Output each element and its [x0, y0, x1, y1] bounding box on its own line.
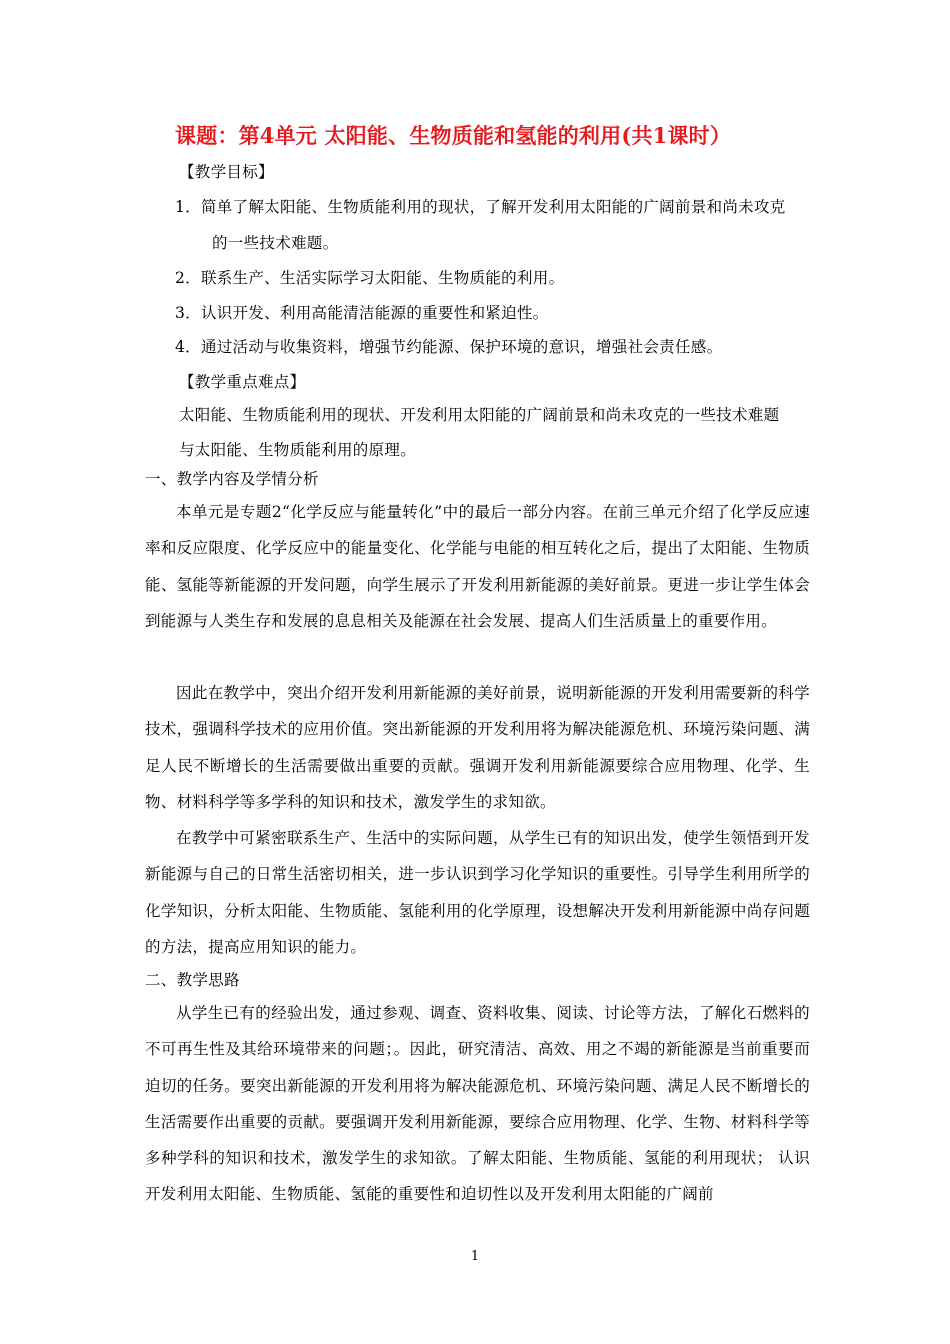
document-title: 课题：第4单元 太阳能、生物质能和氢能的利用(共1课时）: [175, 123, 732, 148]
objective-item-4: 4．通过活动与收集资料，增强节约能源、保护环境的意识，增强社会责任感。: [175, 338, 723, 356]
objective-item-1: 1．简单了解太阳能、生物质能利用的现状，了解开发利用太阳能的广阔前景和尚未攻克: [175, 198, 786, 216]
key-points-line-2: 与太阳能、生物质能利用的原理。: [179, 441, 417, 459]
key-points-line-1: 太阳能、生物质能利用的现状、开发利用太阳能的广阔前景和尚未攻克的一些技术难题: [179, 406, 780, 424]
section2-paragraph-1: 从学生已有的经验出发，通过参观、调查、资料收集、阅读、讨论等方法，了解化石燃料的不可再生性及其给环境带来的问题；。因此，研究清洁、高效、用之不竭的新能源是当前重要而迫切的任务。要突出新能源的开发利用将为解决能源危机、环境污染问题、满足人民不断增长的生活需要作出重要的贡献。要强调开发利用新能源，要综合应用物理、化学、生物、材料科学等多种学科的知识和技术，激发学生的求知欲。了解太阳能、生物质能、氢能的利用现状； 认识开发利用太阳能、生物质能、氢能的重要性和迫切性以及开发利用太阳能的广阔前: [145, 1004, 810, 1204]
objective-item-1-continued: 的一些技术难题。: [212, 234, 339, 252]
section1-paragraph-3: 在教学中可紧密联系生产、生活中的实际问题，从学生已有的知识出发，使学生领悟到开发新能源与自己的日常生活密切相关，进一步认识到学习化学知识的重要性。引导学生利用所学的化学知识，分析太阳能、生物质能、氢能利用的化学原理，设想解决开发利用新能源中尚存问题的方法，提高应用知识的能力。: [145, 829, 810, 956]
page-number: 1: [470, 1249, 480, 1264]
objectives-heading: 【教学目标】: [179, 163, 274, 181]
section1-heading: 一、教学内容及学情分析: [145, 470, 319, 488]
section1-paragraph-2: 因此在教学中，突出介绍开发利用新能源的美好前景，说明新能源的开发利用需要新的科学技术，强调科学技术的应用价值。突出新能源的开发利用将为解决能源危机、环境污染问题、满足人民不断增长的生活需要做出重要的贡献。强调开发利用新能源要综合应用物理、化学、生物、材料科学等多学科的知识和技术，激发学生的求知欲。: [145, 684, 810, 811]
objective-item-3: 3．认识开发、利用高能清洁能源的重要性和紧迫性。: [175, 304, 549, 322]
section2-heading: 二、教学思路: [145, 971, 240, 989]
key-points-heading: 【教学重点难点】: [179, 373, 306, 391]
objective-item-2: 2．联系生产、生活实际学习太阳能、生物质能的利用。: [175, 269, 565, 287]
section1-paragraph-1: 本单元是专题2“化学反应与能量转化”中的最后一部分内容。在前三单元介绍了化学反应速率和反应限度、化学反应中的能量变化、化学能与电能的相互转化之后，提出了太阳能、生物质能、氢能等新能源的开发问题，向学生展示了开发利用新能源的美好前景。更进一步让学生体会到能源与人类生存和发展的息息相关及能源在社会发展、提高人们生活质量上的重要作用。: [145, 503, 810, 630]
